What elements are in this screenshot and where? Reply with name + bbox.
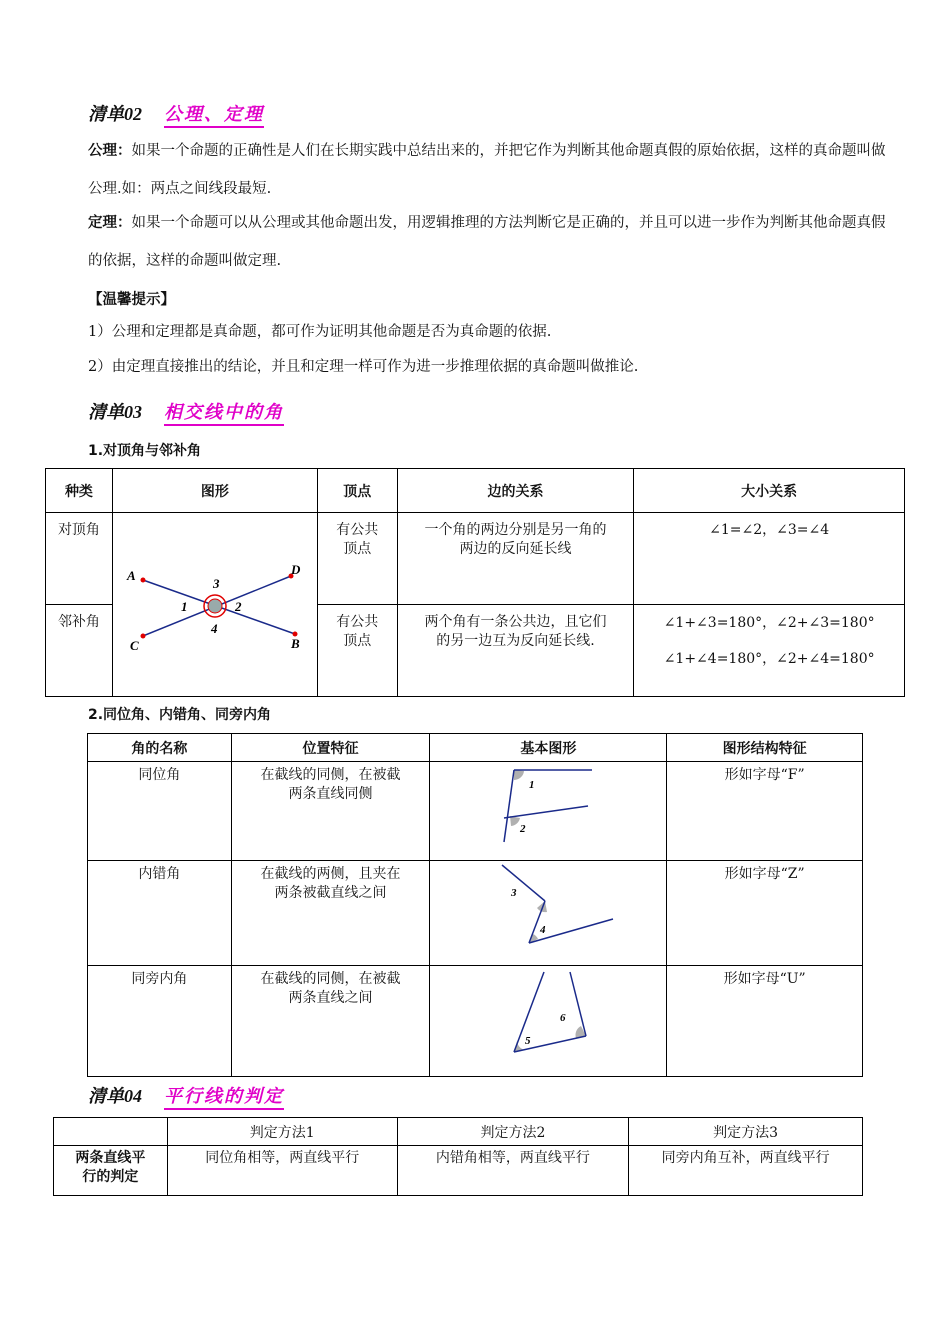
theorem-text: 如果一个命题可以从公理或其他命题出发，用逻辑推理的方法判断它是正确的，并且可以进一步作为判断其他命题真假的依据，这样的命题叫做定理. [88, 215, 886, 269]
t3-header-method-3: 判定方法3 [629, 1118, 863, 1146]
angle-1-wedge [514, 770, 524, 780]
t2-row1-pos [231, 762, 430, 861]
t1-row2-vertex-l2: 顶点 [343, 633, 372, 649]
axiom-text: 如果一个命题的正确性是人们在长期实践中总结出来的，并把它作为判断其他命题真假的原始依据，这样的真命题叫做公理.如：两点之间线段最短. [88, 143, 886, 197]
tip-label: 【温馨提示】 [88, 292, 175, 308]
t2-row2-name [88, 861, 232, 966]
alternate-angles-figure [430, 861, 666, 961]
t1-row2-kind [46, 605, 113, 697]
theorem-paragraph [88, 204, 888, 280]
t1-row1-kind [46, 513, 113, 605]
t2-header-name: 角的名称 [88, 734, 232, 762]
t1-row2-size [634, 605, 905, 697]
t1-row2-size-l1: ∠1+∠3=180°，∠2+∠3=180° [663, 615, 875, 631]
t1-header-size: 大小关系 [634, 469, 905, 513]
label-d: D [290, 561, 301, 577]
t1-row1-sides-l1: 一个角的两边分别是另一角的 [424, 522, 607, 538]
t2-row2-name-text: 内错角 [138, 866, 181, 882]
t1-row1-kind-text: 对顶角 [57, 522, 100, 538]
t2-row1-figure [430, 762, 667, 861]
intersecting-lines-figure [115, 518, 315, 688]
t1-row2-size-l2: ∠1+∠4=180°，∠2+∠4=180° [663, 651, 875, 667]
t1-row2-vertex-l1: 有公共 [336, 614, 379, 630]
t2-row3-name-text: 同旁内角 [131, 971, 188, 987]
t2-row3-struct-text: 形如字母“U” [723, 971, 806, 987]
line-right [570, 972, 586, 1036]
t1-header-vertex: 顶点 [317, 469, 397, 513]
axiom-paragraph [88, 132, 888, 208]
t3-cell-3-text: 同旁内角互补，两直线平行 [661, 1150, 830, 1166]
t2-row2-figure [430, 861, 667, 966]
t3-cell-2 [397, 1146, 629, 1196]
angle-marker-inner [208, 599, 222, 613]
t1-row2-sides [397, 605, 634, 697]
same-side-angles-figure [430, 966, 666, 1072]
t1-row1-sides-l2: 两边的反向延长线 [459, 541, 572, 557]
t1-header-figure: 图形 [112, 469, 317, 513]
t3-row-head-l2: 行的判定 [82, 1169, 139, 1185]
t3-row-head-l1: 两条直线平 [75, 1150, 146, 1166]
section-04-heading [88, 1082, 284, 1108]
line-transversal [504, 770, 514, 842]
point-c [140, 633, 145, 638]
t2-row1-struct-text: 形如字母“F” [724, 767, 805, 783]
t2-row2-pos [231, 861, 430, 966]
t2-header-figure: 基本图形 [430, 734, 667, 762]
line-lower [504, 806, 588, 818]
label-angle-5: 5 [525, 1035, 531, 1047]
t2-row1-name-text: 同位角 [138, 767, 181, 783]
tip-heading [88, 288, 175, 309]
label-angle-2: 2 [520, 823, 526, 835]
t1-row2-sides-l1: 两个角有一条公共边，且它们 [424, 614, 607, 630]
tip-item-2: 2）由定理直接推出的结论，并且和定理一样可作为进一步推理依据的真命题叫做推论. [88, 359, 639, 375]
label-angle-4: 4 [210, 620, 218, 636]
section-03-heading [88, 398, 284, 424]
t3-header-method-2: 判定方法2 [397, 1118, 629, 1146]
section-02-heading [88, 100, 264, 126]
t2-row2-pos-l2: 两条被截直线之间 [274, 885, 387, 901]
t1-row1-size [634, 513, 905, 605]
table-parallel-criteria [53, 1117, 863, 1196]
label-angle-6: 6 [560, 1012, 566, 1024]
t1-row1-sides [397, 513, 634, 605]
label-angle-4: 4 [540, 924, 546, 936]
t2-row3-pos-l1: 在截线的同侧，在被截 [260, 971, 401, 987]
t2-row1-struct [667, 762, 863, 861]
t2-header-struct: 图形结构特征 [667, 734, 863, 762]
t2-row2-struct [667, 861, 863, 966]
t2-row3-pos [231, 966, 430, 1077]
corresponding-angles-figure [430, 762, 666, 856]
t1-figure-cell [112, 513, 317, 697]
label-angle-1: 1 [529, 779, 535, 791]
label-angle-1: 1 [180, 598, 188, 614]
table-vertical-angles [45, 468, 905, 697]
section-03-title: 相交线中的角 [164, 402, 284, 426]
subheading-1: 1.对顶角与邻补角 [88, 443, 202, 459]
t1-row1-size-l1: ∠1=∠2，∠3=∠4 [709, 522, 830, 538]
t3-cell-2-text: 内错角相等，两直线平行 [435, 1150, 590, 1166]
line-upper [502, 865, 545, 901]
label-angle-3: 3 [212, 575, 220, 591]
t1-row1-vertex-l2: 顶点 [343, 541, 372, 557]
section-03-number: 清单03 [88, 402, 142, 422]
t2-row3-struct [667, 966, 863, 1077]
t2-row2-pos-l1: 在截线的两侧，且夹在 [260, 866, 401, 882]
section-02-number: 清单02 [88, 104, 142, 124]
theorem-label: 定理： [88, 215, 132, 231]
t3-cell-1-text: 同位角相等，两直线平行 [205, 1150, 360, 1166]
t1-header-kind: 种类 [46, 469, 113, 513]
label-b: B [290, 635, 300, 651]
t3-row-head [54, 1146, 168, 1196]
t2-row2-struct-text: 形如字母“Z” [724, 866, 805, 882]
t2-row3-name [88, 966, 232, 1077]
t1-row1-vertex [317, 513, 397, 605]
label-angle-3: 3 [511, 887, 517, 899]
t1-row2-sides-l2: 的另一边互为反向延长线. [436, 633, 595, 649]
section-04-title: 平行线的判定 [164, 1086, 284, 1110]
t1-row1-vertex-l1: 有公共 [336, 522, 379, 538]
label-a: A [126, 567, 136, 583]
t2-row3-pos-l2: 两条直线之间 [288, 990, 373, 1006]
table-angle-types [87, 733, 863, 1077]
section-02-title: 公理、定理 [164, 104, 264, 128]
t3-header-method-1: 判定方法1 [167, 1118, 397, 1146]
axiom-label: 公理： [88, 143, 132, 159]
t1-row2-vertex [317, 605, 397, 697]
t3-cell-1 [167, 1146, 397, 1196]
t2-row3-figure [430, 966, 667, 1077]
label-angle-2: 2 [234, 598, 242, 614]
t2-row1-name [88, 762, 232, 861]
t1-row2-kind-text: 邻补角 [57, 614, 100, 630]
t1-header-sides: 边的关系 [397, 469, 634, 513]
subheading-2: 2.同位角、内错角、同旁内角 [88, 707, 272, 723]
t2-row1-pos-l2: 两条直线同侧 [288, 786, 373, 802]
tip-item-1: 1）公理和定理都是真命题，都可作为证明其他命题是否为真命题的依据. [88, 324, 552, 340]
point-a [140, 577, 145, 582]
section-04-number: 清单04 [88, 1086, 142, 1106]
label-c: C [129, 637, 139, 653]
t2-header-pos: 位置特征 [231, 734, 430, 762]
t3-cell-3 [629, 1146, 863, 1196]
t3-header-blank [54, 1118, 168, 1146]
t2-row1-pos-l1: 在截线的同侧，在被截 [260, 767, 401, 783]
line-transversal [529, 901, 545, 943]
